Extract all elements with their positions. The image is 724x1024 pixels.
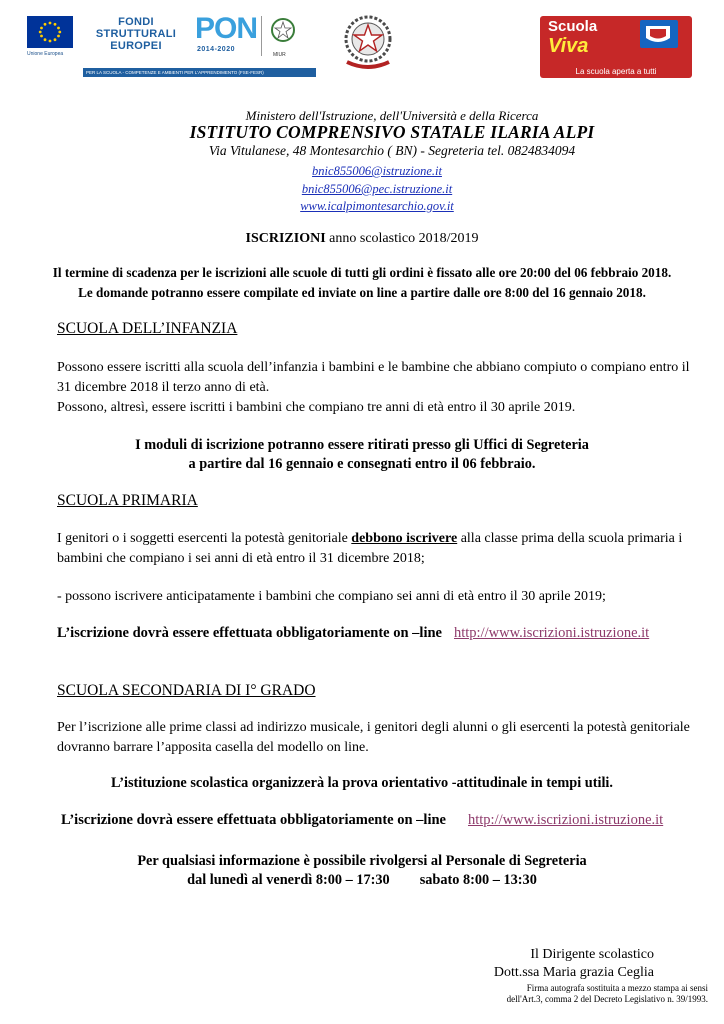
fondi-line-1: FONDI bbox=[118, 16, 154, 28]
primaria-paragraph-2: - possono iscrivere anticipatamente i bambini che compiano sei anni di età entro il 30 aprile 2019; bbox=[57, 589, 606, 604]
fondi-line-3: EUROPEI bbox=[110, 40, 162, 52]
miur-label: MIUR bbox=[273, 52, 286, 58]
pec-container bbox=[0, 180, 724, 198]
secondaria-prova: L’istituzione scolastica organizzerà la prova orientativo -attitudinale in tempi utili. bbox=[111, 775, 613, 791]
title-rest: anno scolastico 2018/2019 bbox=[325, 231, 479, 246]
primaria-paragraph-1 bbox=[57, 529, 697, 569]
primaria-online-label: L’iscrizione dovrà essere effettuata obbligatoriamente on –line bbox=[57, 625, 442, 641]
intro-online: Le domande potranno essere compilate ed inviate on line a partire dalle ore 8:00 del 16 gennaio 2018. bbox=[78, 285, 646, 300]
scuola-viva-viva: Viva bbox=[548, 35, 589, 57]
pec-email-link[interactable]: bnic855006@pec.istruzione.it bbox=[301, 182, 453, 196]
eu-caption: Unione Europea bbox=[27, 51, 64, 57]
section-primaria-heading: SCUOLA PRIMARIA bbox=[57, 492, 198, 509]
primaria-online-row bbox=[57, 625, 649, 642]
scuola-viva-scuola: Scuola bbox=[548, 18, 598, 35]
logos-banner bbox=[0, 0, 724, 90]
email-container bbox=[0, 162, 724, 180]
repubblica-emblem-icon bbox=[341, 12, 395, 74]
website-container bbox=[0, 197, 724, 215]
signature-note-1: Firma autografa sostituita a mezzo stampa ai sensi bbox=[526, 983, 708, 993]
intro-deadline: Il termine di scadenza per le iscrizioni alle scuole di tutti gli ordini è fissato alle ore 20:00 del 06 febbraio 2018. bbox=[52, 265, 672, 280]
section-infanzia-heading: SCUOLA DELL’INFANZIA bbox=[57, 320, 238, 337]
secondaria-paragraph-1: Per l’iscrizione alle prime classi ad indirizzo musicale, i genitori degli alunni o gli esercenti la potestà genitoriale dovranno barrare l’apposita casella del modello on line. bbox=[57, 720, 690, 755]
document-title bbox=[0, 231, 724, 247]
secondaria-online-row bbox=[61, 812, 663, 829]
info-weekday-hours: dal lunedì al venerdì 8:00 – 17:30 bbox=[187, 872, 390, 888]
infanzia-notice-2: a partire dal 16 gennaio e consegnati entro il 06 febbraio. bbox=[188, 456, 536, 472]
signature-role: Il Dirigente scolastico bbox=[530, 947, 654, 962]
school-address: Via Vitulanese, 48 Montesarchio ( BN) - Segreteria tel. 0824834094 bbox=[208, 143, 576, 158]
infanzia-notice-1: I moduli di iscrizione potranno essere ritirati presso gli Uffici di Segreteria bbox=[135, 437, 589, 453]
signature-name: Dott.ssa Maria grazia Ceglia bbox=[493, 965, 654, 980]
info-saturday-hours: sabato 8:00 – 13:30 bbox=[419, 872, 537, 888]
infanzia-paragraph-2: Possono, altresì, essere iscritti i bambini che compiano tre anni di età entro il 30 aprile 2019. bbox=[57, 400, 576, 415]
primaria-para1-text-b: alla classe prima della scuola primaria i bambini che compiano i sei anni di età entro il 31 dicembre 2018; bbox=[57, 531, 683, 566]
section-secondaria-heading: SCUOLA SECONDARIA DI I° GRADO bbox=[57, 682, 316, 699]
fondi-strutturali-text bbox=[81, 16, 191, 52]
scuola-viva-tagline: La scuola aperta a tutti bbox=[575, 67, 657, 76]
website-link[interactable]: www.icalpimontesarchio.gov.it bbox=[300, 199, 454, 213]
title-bold: ISCRIZIONI bbox=[245, 231, 326, 246]
scuola-viva-logo bbox=[540, 16, 692, 78]
signature-note-2: dell'Art.3, comma 2 del Decreto Legislativo n. 39/1993. bbox=[506, 994, 708, 1004]
italy-emblem-icon bbox=[270, 16, 296, 46]
primaria-para1-emphasis: debbono iscrivere bbox=[351, 531, 458, 546]
primaria-online-link[interactable]: http://www.iscrizioni.istruzione.it bbox=[454, 625, 650, 641]
info-line-1: Per qualsiasi informazione è possibile rivolgersi al Personale di Segreteria bbox=[137, 853, 587, 869]
primaria-para1-text-a: I genitori o i soggetti esercenti la potestà genitoriale bbox=[57, 531, 352, 546]
fondi-line-2: STRUTTURALI bbox=[95, 28, 177, 40]
regione-campania-badge-icon bbox=[640, 20, 678, 48]
pon-wordmark: PON bbox=[195, 12, 258, 45]
secondaria-online-link[interactable]: http://www.iscrizioni.istruzione.it bbox=[468, 812, 664, 828]
ministry-heading: Ministero dell'Istruzione, dell'Università e della Ricerca bbox=[245, 108, 539, 123]
pon-separator bbox=[261, 16, 262, 56]
secondaria-online-label: L’iscrizione dovrà essere effettuata obbligatoriamente on –line bbox=[61, 812, 446, 828]
pon-logo bbox=[27, 12, 307, 76]
pon-years: 2014-2020 bbox=[197, 46, 235, 53]
email-link[interactable]: bnic855006@istruzione.it bbox=[312, 164, 442, 178]
pon-subtitle: PER LA SCUOLA - COMPETENZE E AMBIENTI PER L'APPRENDIMENTO (FSE-FESR) bbox=[83, 68, 316, 77]
eu-flag-icon bbox=[27, 16, 73, 48]
info-hours-row bbox=[0, 872, 724, 889]
infanzia-paragraph-1: Possono essere iscritti alla scuola dell’infanzia i bambini e le bambine che abbiano compiuto o compiano entro il 31 dicembre 2018 il terzo anno di età. bbox=[57, 360, 690, 395]
school-name: ISTITUTO COMPRENSIVO STATALE ILARIA ALPI bbox=[189, 122, 595, 142]
